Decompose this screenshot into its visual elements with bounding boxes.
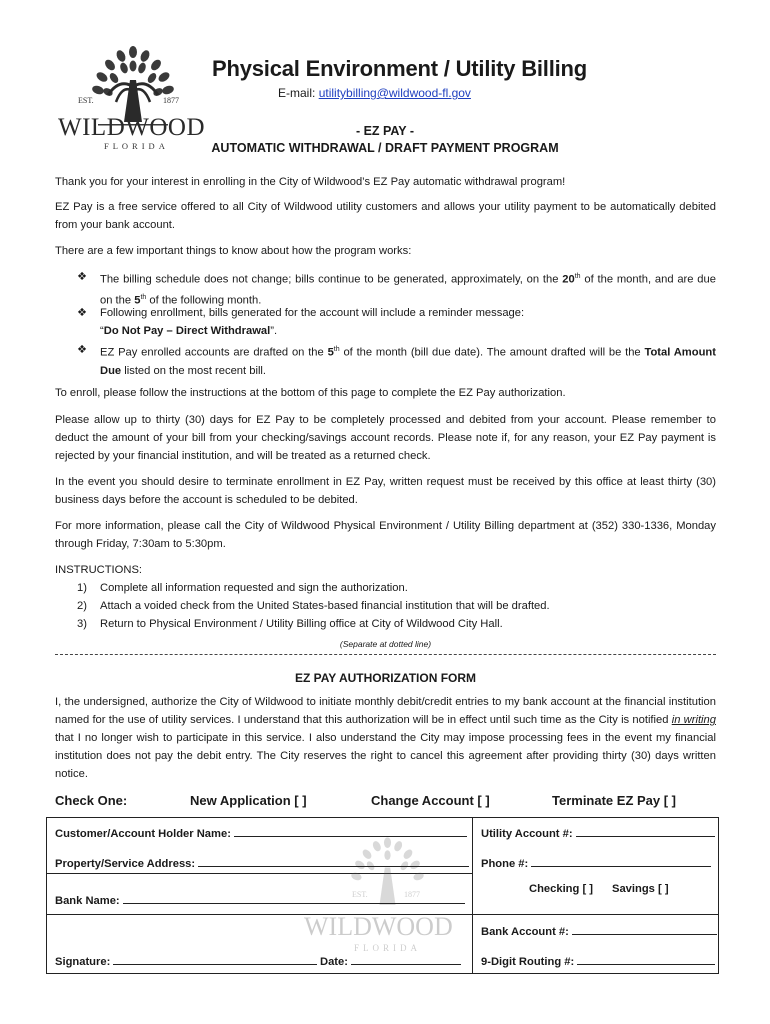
property-address-field[interactable]: Property/Service Address:	[55, 855, 469, 870]
dotted-separator	[55, 654, 716, 655]
logo-year: 1877	[163, 96, 179, 105]
logo-est: EST.	[78, 96, 94, 105]
page-title: Physical Environment / Utility Billing	[212, 56, 588, 81]
signature-field[interactable]: Signature:	[55, 953, 317, 968]
program-heading: AUTOMATIC WITHDRAWAL / DRAFT PAYMENT PROGRAM	[211, 141, 559, 155]
bullet-diamond-icon: ❖	[77, 271, 88, 283]
routing-line[interactable]	[577, 953, 715, 965]
utility-account-line[interactable]	[576, 825, 715, 837]
watermark-year: 1877	[404, 890, 420, 899]
logo-state: FLORIDA	[104, 141, 169, 151]
property-address-line[interactable]	[198, 855, 469, 867]
things-paragraph: There are a few important things to know about how the program works:	[55, 245, 412, 257]
ez-pay-heading: - EZ PAY -	[355, 124, 415, 138]
separate-note: (Separate at dotted line)	[339, 639, 432, 649]
email-line	[278, 86, 471, 100]
instruction-text: Complete all information requested and sign the authorization.	[100, 582, 408, 594]
utility-account-field[interactable]: Utility Account #:	[481, 825, 715, 840]
contact-paragraph: For more information, please call the City of Wildwood Physical Environment / Utility Billing department at (352) 330-1336, Monday through Friday, 7:30am to 5:30pm.	[55, 520, 716, 550]
date-line[interactable]	[351, 953, 461, 965]
city-logo	[58, 40, 208, 160]
bank-name-field[interactable]: Bank Name:	[55, 892, 465, 907]
email-link[interactable]: utilitybilling@wildwood-fl.gov	[318, 86, 471, 100]
savings-checkbox[interactable]: Savings [ ]	[612, 883, 669, 895]
bullet-diamond-icon: ❖	[77, 344, 88, 356]
instructions-heading: INSTRUCTIONS:	[55, 564, 143, 576]
terminate-ez-pay-checkbox[interactable]: Terminate EZ Pay [ ]	[552, 793, 677, 808]
bullet-draft-date: EZ Pay enrolled accounts are drafted on the 5th of the month (bill due date). The amount drafted will be the Total Amount Due listed on the most recent bill.	[100, 346, 716, 377]
watermark-name: WILDWOOD	[304, 912, 453, 941]
watermark-state: FLORIDA	[354, 943, 422, 953]
email-label: E-mail:	[278, 86, 316, 100]
routing-field[interactable]: 9-Digit Routing #:	[481, 953, 715, 968]
form-row-line	[472, 914, 719, 915]
change-account-checkbox[interactable]: Change Account [ ]	[371, 793, 490, 808]
bullet-billing-schedule: The billing schedule does not change; bills continue to be generated, approximately, on the 20th of the month, and are due on the 5th of the following month.	[100, 273, 716, 307]
logo-name: WILDWOOD	[58, 114, 206, 141]
instruction-text: Return to Physical Environment / Utility Billing office at City of Wildwood City Hall.	[100, 618, 503, 630]
bank-account-line[interactable]	[572, 923, 717, 935]
customer-name-field[interactable]: Customer/Account Holder Name:	[55, 825, 467, 840]
customer-name-line[interactable]	[234, 825, 467, 837]
bullet-reminder: Following enrollment, bills generated for the account will include a reminder message: “Do Not Pay – Direct Withdrawal”.	[100, 307, 525, 337]
checking-checkbox[interactable]: Checking [ ]	[529, 883, 594, 895]
signature-line[interactable]	[113, 953, 317, 965]
terminate-paragraph: In the event you should desire to terminate enrollment in EZ Pay, written request must be received by this office at least thirty (30) business days before the account is scheduled to be debited.	[55, 476, 716, 506]
phone-line[interactable]	[531, 855, 711, 867]
instruction-text: Attach a voided check from the United States-based financial institution that will be drafted.	[100, 600, 550, 612]
form-title: EZ PAY AUTHORIZATION FORM	[294, 671, 477, 685]
intro-paragraph: Thank you for your interest in enrolling in the City of Wildwood’s EZ Pay automatic withdrawal program!	[55, 176, 566, 188]
watermark-est: EST.	[352, 890, 368, 899]
processing-paragraph: Please allow up to thirty (30) days for EZ Pay to be completely processed and debited from your account. Please remember to deduct the amount of your bill from your checking/savings account records. Please note if, for any reason, your EZ Pay payment is rejected by your financial institution, and will be treated as a returned check.	[55, 414, 716, 462]
service-paragraph: EZ Pay is a free service offered to all City of Wildwood utility customers and allows your utility payment to be automatically debited from your bank account.	[55, 201, 716, 231]
instruction-num: 2)	[77, 600, 87, 612]
bank-account-field[interactable]: Bank Account #:	[481, 923, 717, 938]
check-one-label: Check One:	[55, 793, 128, 808]
enroll-paragraph: To enroll, please follow the instructions at the bottom of this page to complete the EZ Pay authorization.	[55, 387, 566, 399]
instruction-num: 1)	[77, 582, 87, 594]
bullet-diamond-icon: ❖	[77, 307, 88, 319]
new-application-checkbox[interactable]: New Application [ ]	[190, 793, 307, 808]
phone-field[interactable]: Phone #:	[481, 855, 711, 870]
instruction-num: 3)	[77, 618, 87, 630]
bank-name-line[interactable]	[123, 892, 465, 904]
date-field[interactable]: Date:	[320, 953, 461, 968]
authorization-text: I, the undersigned, authorize the City of Wildwood to initiate monthly debit/credit entries to my bank account at the financial institution named for the use of utility services. I understand that this authorization will be in effect until such time as the City is notified in writing that I no longer wish to participate in this service. I also understand the City may impose processing fees in the event my financial institution does not pay the debit entry. The City reserves the right to cancel this agreement after providing thirty (30) days written notice.	[55, 696, 716, 780]
